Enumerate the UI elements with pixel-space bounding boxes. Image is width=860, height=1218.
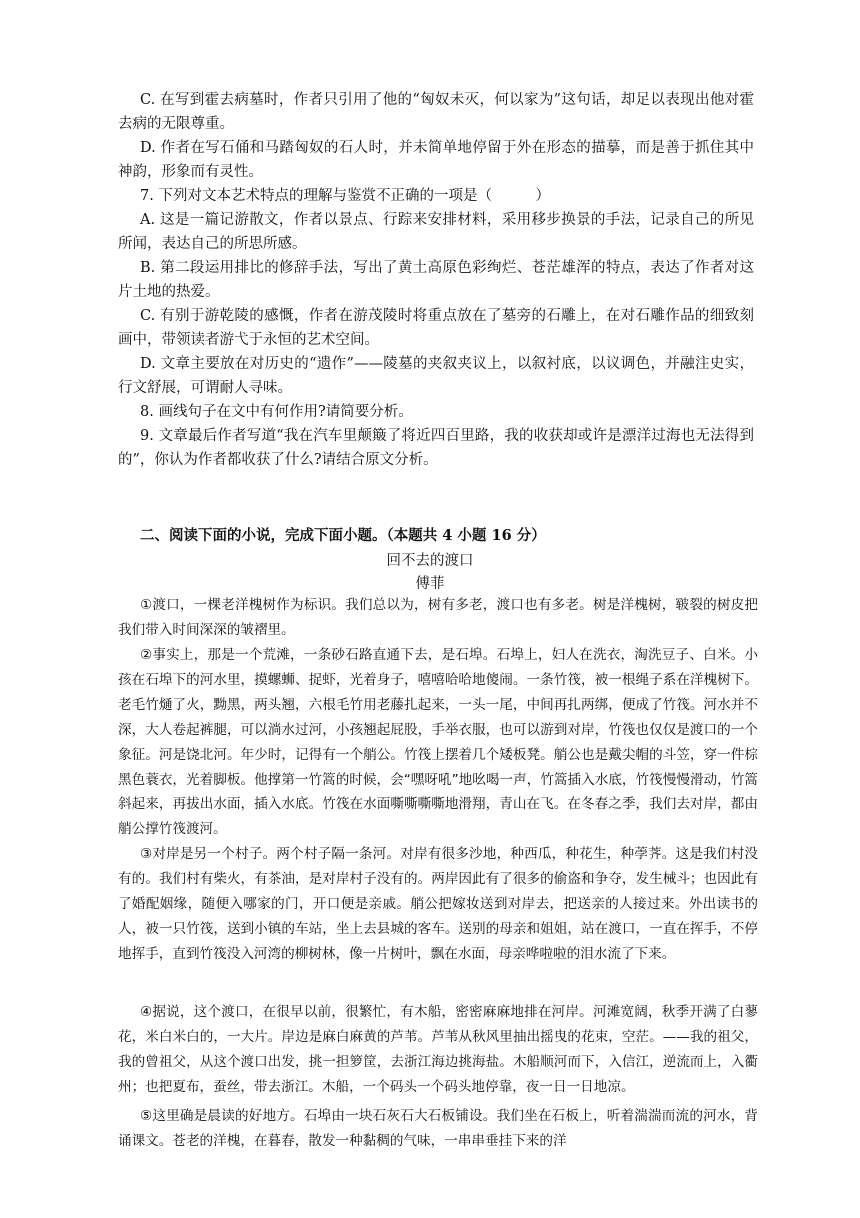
story-paragraph-1: ①渡口，一棵老洋槐树作为标识。我们总以为，树有多老，渡口也有多老。树是洋槐树，皲裂的树皮把我们带入时间深深的皱褶里。 [118, 597, 758, 638]
story-author: 傅菲 [415, 576, 445, 592]
question-7c: C. 有别于游乾陵的感慨，作者在游茂陵时将重点放在了墓旁的石雕上，在对石雕作品的细致刻画中，带领读者游弋于永恒的艺术空间。 [118, 308, 754, 348]
question-7b: B. 第二段运用排比的修辞手法，写出了黄土高原色彩绚烂、苍茫雄浑的特点，表达了作者对这片土地的热爱。 [118, 260, 754, 300]
question-7-stem: 7. 下列对文本艺术特点的理解与鉴赏不正确的一项是（ ） [140, 188, 550, 204]
question-8: 8. 画线句子在文中有何作用?请简要分析。 [140, 404, 413, 420]
story-paragraph-4: ④据说，这个渡口，在很早以前，很繁忙，有木船，密密麻麻地排在河岸。河滩宽阔，秋季开满了白蓼花，米白米白的，一大片。岸边是麻白麻黄的芦苇。芦苇从秋风里抽出摇曳的花束，空茫。——我的祖父，我的曾祖父，从这个渡口出发，挑一担箩筐，去浙江海边挑海盐。木船顺河而下，入信江，逆流而上，入衢州；也把夏布，蚕丝，带去浙江。木船，一个码头一个码头地停靠，夜一日一日地凉。 [118, 1004, 758, 1095]
story-title: 回不去的渡口 [386, 553, 474, 569]
question-9: 9. 文章最后作者写道“我在汽车里颠簸了将近四百里路，我的收获却或许是漂洋过海也无法得到的”，你认为作者都收获了什么?请结合原文分析。 [118, 428, 754, 468]
question-7a: A. 这是一篇记游散文，作者以景点、行踪来安排材料，采用移步换景的手法，记录自己的所见所闻，表达自己的所思所感。 [118, 212, 754, 252]
section-heading: 二、阅读下面的小说，完成下面小题。（本题共 4 小题 16 分） [140, 527, 546, 544]
question-6c: C. 在写到霍去病墓时，作者只引用了他的“匈奴未灭，何以家为”这句话，却足以表现出他对霍去病的无限尊重。 [118, 92, 754, 132]
story-paragraph-5: ⑤这里确是晨读的好地方。石埠由一块石灰石大石板铺设。我们坐在石板上，听着湍湍而流的河水，背诵课文。苍老的洋槐，在暮春，散发一种黏稠的气味，一串串垂挂下来的洋 [118, 1108, 758, 1149]
story-paragraph-3: ③对岸是另一个村子。两个村子隔一条河。对岸有很多沙地，种西瓜，种花生，种荸荠。这是我们村没有的。我们村有柴火，有茶油，是对岸村子没有的。两岸因此有了很多的偷盗和争夺，发生械斗；也因此有了婚配姻缘，随便入哪家的门，开口便是亲戚。艄公把嫁妆送到对岸去，把送亲的人接过来。外出读书的人，被一只竹筏，送到小镇的车站，坐上去县城的客车。送别的母亲和姐姐，站在渡口，一直在挥手，不停地挥手，直到竹筏没入河湾的柳树林，像一片树叶，飘在水面，母亲哗啦啦的泪水流了下来。 [118, 846, 758, 962]
question-7d: D. 文章主要放在对历史的“遗作”——陵墓的夹叙夹议上，以叙衬底，以议调色，并融注史实，行文舒展，可谓耐人寻味。 [118, 356, 754, 396]
question-6d: D. 作者在写石俑和马踏匈奴的石人时，并未简单地停留于外在形态的描摹，而是善于抓住其中神韵，形象而有灵性。 [118, 140, 754, 180]
story-paragraph-2: ②事实上，那是一个荒滩，一条砂石路直通下去，是石埠。石埠上，妇人在洗衣，淘洗豆子、白米。小孩在石埠下的河水里，摸螺蛳、捉虾，光着身子，嘻嘻哈哈地傻闹。一条竹筏，被一根绳子系在洋槐树下。老毛竹熥了火，黝黑，两头翘，六根毛竹用老藤扎起来，一头一尾，中间再扎两绑，便成了竹筏。河水并不深，大人卷起裤腿，可以淌水过河，小孩翘起屁股，手举衣服，也可以游到对岸，竹筏也仅仅是渡口的一个象征。河是饶北河。年少时，记得有一个艄公。竹筏上摆着几个矮板凳。艄公也是戴尖帽的斗笠，穿一件棕黑色蓑衣，光着脚板。他撑第一竹篙的时候，会“嘿呀吼”地吆喝一声，竹篙插入水底，竹筏慢慢滑动，竹篙斜起来，再拔出水面，插入水底。竹筏在水面嘶嘶嘶嘶地滑翔，青山在飞。在冬春之季，我们去对岸，都由艄公撑竹筏渡河。 [118, 647, 758, 838]
